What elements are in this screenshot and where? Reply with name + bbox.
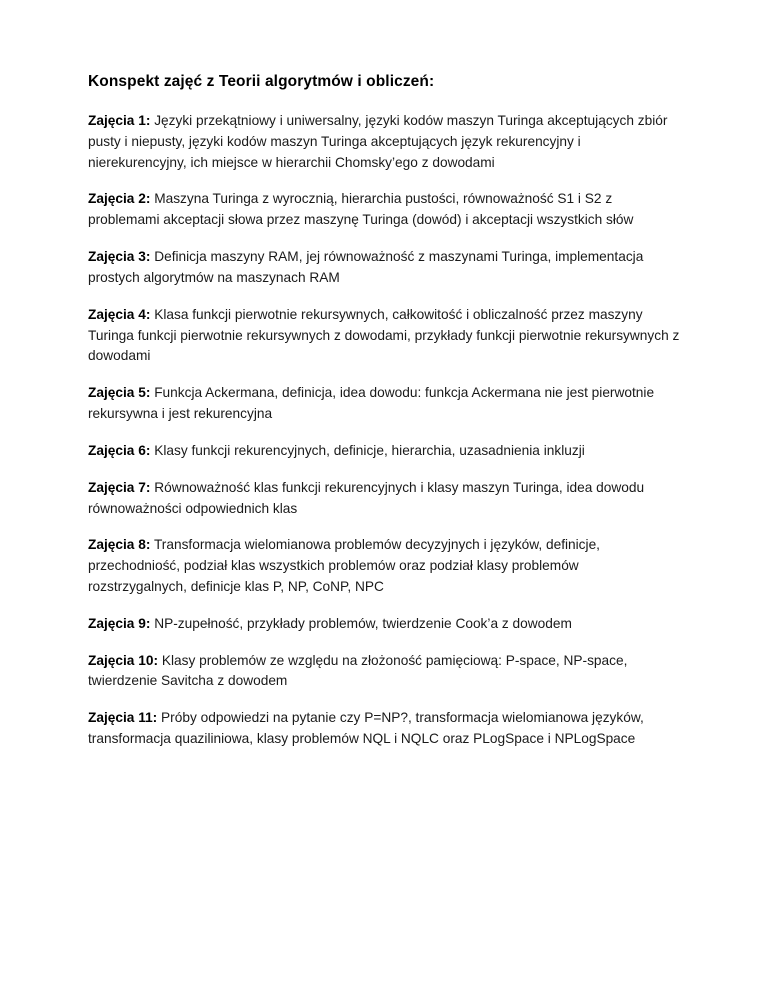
section-body-text: Języki przekątniowy i uniwersalny, języki kodów maszyn Turinga akceptujących zbiór pusty i niepusty, języki kodów maszyn Turinga akceptujących język rekurencyjny i nierekurencyjny, ich miejsce w hierarchii Chomsky’ego z dowodami xyxy=(88,112,668,170)
section-lead-label: Zajęcia 1: xyxy=(88,112,151,128)
section-body-text: Klasy problemów ze względu na złożoność pamięciową: P-space, NP-space, twierdzenie Savitcha z dowodem xyxy=(88,652,628,689)
section-paragraph xyxy=(88,441,680,462)
section-paragraph xyxy=(88,478,680,520)
section-body-text: Maszyna Turinga z wyrocznią, hierarchia pustości, równoważność S1 i S2 z problemami akceptacji słowa przez maszynę Turinga (dowód) i akceptacji wszystkich słów xyxy=(88,191,634,228)
section-lead-label: Zajęcia 4: xyxy=(88,306,151,322)
section-body-text: Funkcja Ackermana, definicja, idea dowodu: funkcja Ackermana nie jest pierwotnie rekursywna i jest rekurencyjna xyxy=(88,385,655,422)
page-title: Konspekt zajęć z Teorii algorytmów i obliczeń: xyxy=(88,73,435,90)
section-lead-label: Zajęcia 5: xyxy=(88,385,151,401)
section-paragraph xyxy=(88,535,680,597)
section-lead-label: Zajęcia 7: xyxy=(88,479,151,495)
section-lead-label: Zajęcia 6: xyxy=(88,442,151,458)
section-body-text: Klasa funkcji pierwotnie rekursywnych, całkowitość i obliczalność przez maszyny Turinga funkcji pierwotnie rekursywnych z dowodami, przykłady funkcji pierwotnie rekursywnych z dowodami xyxy=(88,306,680,364)
section-paragraph xyxy=(88,651,680,693)
section-lead-label: Zajęcia 11: xyxy=(88,710,158,726)
section-lead-label: Zajęcia 8: xyxy=(88,537,151,553)
section-body-text: Równoważność klas funkcji rekurencyjnych i klasy maszyn Turinga, idea dowodu równoważności odpowiednich klas xyxy=(88,479,645,516)
section-paragraph xyxy=(88,305,680,367)
section-paragraph xyxy=(88,708,680,750)
section-paragraph xyxy=(88,614,680,635)
section-lead-label: Zajęcia 2: xyxy=(88,191,151,207)
section-paragraph xyxy=(88,111,680,173)
section-paragraph xyxy=(88,247,680,289)
section-paragraph xyxy=(88,383,680,425)
section-paragraph xyxy=(88,189,680,231)
section-lead-label: Zajęcia 3: xyxy=(88,249,151,265)
section-body-text: Próby odpowiedzi na pytanie czy P=NP?, transformacja wielomianowa języków, transformacja quaziliniowa, klasy problemów NQL i NQLC oraz PLogSpace i NPLogSpace xyxy=(88,710,644,747)
section-lead-label: Zajęcia 10: xyxy=(88,652,159,668)
section-body-text: Definicja maszyny RAM, jej równoważność z maszynami Turinga, implementacja prostych algorytmów na maszynach RAM xyxy=(88,249,644,285)
section-lead-label: Zajęcia 9: xyxy=(88,615,151,631)
section-body-text: Transformacja wielomianowa problemów decyzyjnych i języków, definicje, przechodniość, podział klas wszystkich problemów oraz podział klasy problemów rozstrzygalnych, definicje klas P, NP, CoNP, NPC xyxy=(88,537,600,594)
section-body-text: NP-zupełność, przykłady problemów, twierdzenie Cook’a z dowodem xyxy=(150,615,572,631)
section-body-text: Klasy funkcji rekurencyjnych, definicje, hierarchia, uzasadnienia inkluzji xyxy=(150,442,585,458)
